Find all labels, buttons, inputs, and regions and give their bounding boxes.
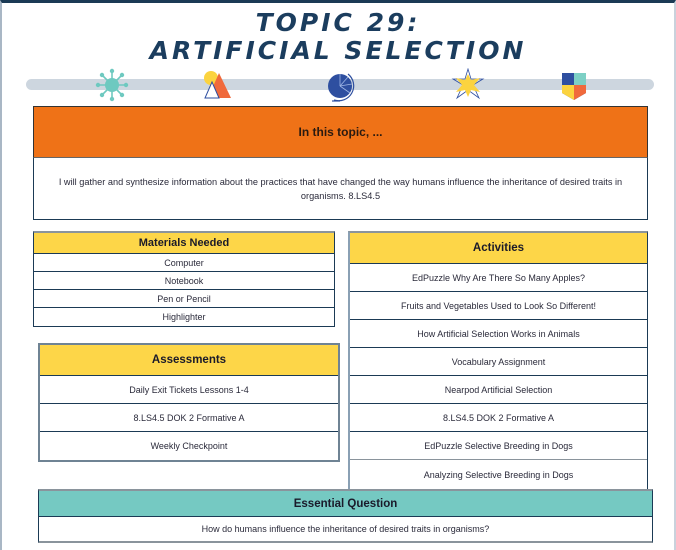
essential-question-heading: Essential Question [39,491,652,517]
materials-table [33,231,335,327]
shield-icon [557,69,591,103]
essential-question-table [38,489,653,543]
mountain-sun-icon [200,68,234,102]
intro-heading: In this topic, ... [33,106,648,158]
materials-item: Notebook [34,272,334,290]
page-title-line-1: TOPIC 29: [255,8,421,37]
activity-item[interactable]: EdPuzzle Selective Breeding in Dogs [350,432,647,460]
activity-item[interactable]: Nearpod Artificial Selection [350,376,647,404]
page-title-line-2: ARTIFICIAL SELECTION [149,36,527,65]
materials-item: Computer [34,254,334,272]
globe-icon [324,70,358,104]
assessments-table [38,343,340,462]
intro-body: I will gather and synthesize information about the practices that have changed the way humans influence the inheritance of desired traits in organisms. 8.LS4.5 [33,157,648,220]
activity-item[interactable]: EdPuzzle Why Are There So Many Apples? [350,264,647,292]
assessments-heading: Assessments [40,345,338,376]
activity-item[interactable]: Analyzing Selective Breeding in Dogs [350,460,647,489]
materials-heading: Materials Needed [34,233,334,254]
activity-item[interactable]: How Artificial Selection Works in Animals [350,320,647,348]
materials-item: Pen or Pencil [34,290,334,308]
materials-item: Highlighter [34,308,334,326]
activity-item[interactable]: 8.LS4.5 DOK 2 Formative A [350,404,647,432]
assessment-item[interactable]: Weekly Checkpoint [40,432,338,460]
activities-table [348,231,648,490]
assessment-item[interactable]: 8.LS4.5 DOK 2 Formative A [40,404,338,432]
virus-icon [95,68,129,102]
activities-heading: Activities [350,233,647,264]
activity-item[interactable]: Vocabulary Assignment [350,348,647,376]
assessment-item[interactable]: Daily Exit Tickets Lessons 1-4 [40,376,338,404]
essential-question-body: How do humans influence the inheritance of desired traits in organisms? [39,517,652,541]
star-burst-icon [451,68,485,102]
activity-item[interactable]: Fruits and Vegetables Used to Look So Different! [350,292,647,320]
